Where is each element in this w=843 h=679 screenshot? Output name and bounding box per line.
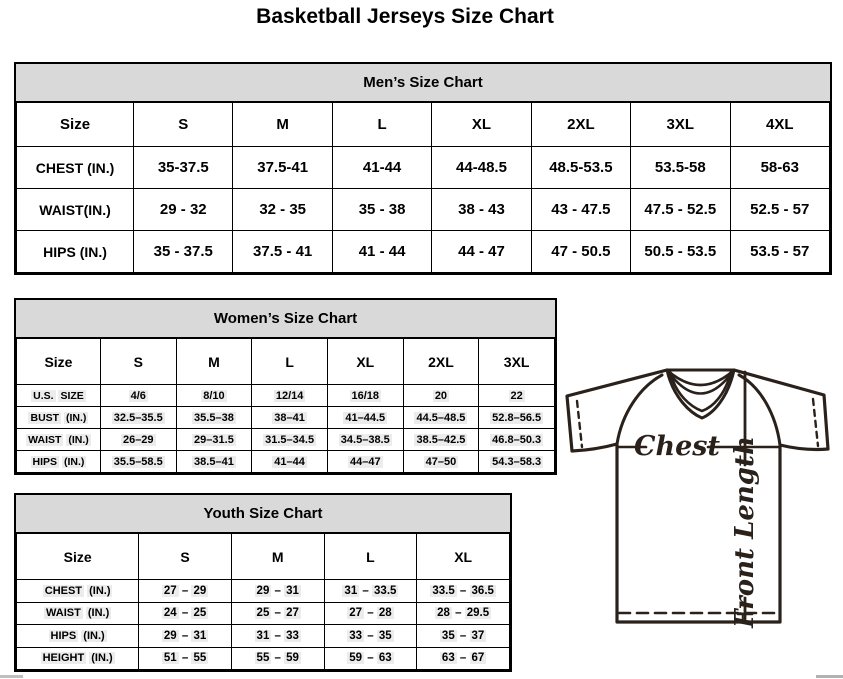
womens-header-row <box>17 339 555 385</box>
womens-row-label <box>17 451 101 473</box>
highlighted-token: 67 <box>471 652 485 665</box>
highlighted-token: 27 <box>286 607 299 620</box>
highlighted-token: 33 <box>286 629 299 642</box>
womens-size-table <box>16 338 555 473</box>
chest-label: Chest <box>634 431 720 462</box>
front-length-label: Front Length <box>730 436 760 628</box>
highlighted-token: 27 <box>163 584 177 597</box>
womens-header-cell: 2XL <box>403 339 479 385</box>
youth-value-cell: 28 – 29.5 <box>417 602 510 625</box>
highlighted-token: 12/14 <box>275 389 304 402</box>
highlighted-token: 46.8–50.3 <box>492 433 542 446</box>
highlighted-token: 37 <box>471 629 485 642</box>
highlighted-token: 4/6 <box>130 389 146 402</box>
womens-value-cell <box>327 451 403 473</box>
womens-value-cell <box>327 385 403 407</box>
highlighted-token: 54.3–58.3 <box>492 455 542 468</box>
womens-value-cell <box>176 407 252 429</box>
womens-value-cell <box>252 451 328 473</box>
highlighted-token: 32.5–35.5 <box>113 411 163 424</box>
highlighted-token: U.S. <box>33 389 54 402</box>
mens-value-cell: 53.5 - 57 <box>730 231 830 273</box>
mens-value-cell: 35-37.5 <box>134 147 233 189</box>
womens-value-cell <box>100 451 176 473</box>
scrollbar-fragment-left[interactable] <box>0 675 23 678</box>
womens-header-cell: Size <box>17 339 101 385</box>
mens-row-label: CHEST (IN.) <box>17 147 134 189</box>
mens-size-table <box>16 102 830 273</box>
highlighted-token: 33.5 <box>432 584 455 597</box>
mens-value-cell: 50.5 - 53.5 <box>631 231 730 273</box>
highlighted-token: 38–41 <box>274 411 305 424</box>
womens-value-cell <box>403 451 479 473</box>
womens-value-cell <box>252 385 328 407</box>
youth-row-label <box>17 602 139 625</box>
mens-value-cell: 44 - 47 <box>432 231 531 273</box>
highlighted-token: 55 <box>256 652 270 665</box>
womens-value-cell <box>479 451 555 473</box>
mens-table-row <box>17 147 830 189</box>
mens-header-cell: 3XL <box>631 103 730 147</box>
womens-row-label <box>17 429 101 451</box>
highlighted-token: 35.5–38 <box>194 411 234 424</box>
mens-value-cell: 35 - 38 <box>332 189 431 231</box>
highlighted-token: 8/10 <box>203 389 225 402</box>
mens-value-cell: 41 - 44 <box>332 231 431 273</box>
youth-value-cell: 29 – 31 <box>231 580 324 603</box>
womens-value-cell <box>479 385 555 407</box>
highlighted-token: SIZE <box>60 389 84 402</box>
mens-table-row <box>17 231 830 273</box>
mens-value-cell: 58-63 <box>730 147 830 189</box>
youth-row-label <box>17 625 139 648</box>
mens-row-label: HIPS (IN.) <box>17 231 134 273</box>
highlighted-token: 22 <box>510 389 523 402</box>
womens-value-cell <box>100 407 176 429</box>
mens-header-cell: 4XL <box>730 103 830 147</box>
highlighted-token: (IN.) <box>87 607 110 620</box>
highlighted-token: 29.5 <box>466 607 490 620</box>
womens-value-cell <box>479 429 555 451</box>
youth-header-cell: XL <box>417 534 510 580</box>
highlighted-token: 27 <box>349 607 363 620</box>
mens-value-cell: 37.5-41 <box>233 147 332 189</box>
youth-value-cell: 51 – 55 <box>139 647 232 670</box>
womens-value-cell <box>176 385 252 407</box>
highlighted-token: 29–31.5 <box>194 433 234 446</box>
mens-value-cell: 53.5-58 <box>631 147 730 189</box>
highlighted-token: 41–44 <box>274 455 305 468</box>
womens-value-cell <box>100 429 176 451</box>
youth-chart-title: Youth Size Chart <box>16 495 510 533</box>
highlighted-token: 35 <box>441 629 455 642</box>
highlighted-token: CHEST <box>44 584 83 597</box>
highlighted-token: 29 <box>256 584 270 597</box>
scrollbar-fragment-right[interactable] <box>816 675 843 678</box>
highlighted-token: 25 <box>256 607 270 620</box>
womens-row-label <box>17 385 101 407</box>
mens-value-cell: 32 - 35 <box>233 189 332 231</box>
youth-header-cell: Size <box>17 534 139 580</box>
highlighted-token: HIPS <box>50 629 77 642</box>
highlighted-token: WAIST <box>28 433 62 446</box>
youth-value-cell: 33.5 – 36.5 <box>417 580 510 603</box>
youth-value-cell: 31 – 33 <box>231 625 324 648</box>
highlighted-token: HIPS <box>32 455 58 468</box>
womens-value-cell <box>176 451 252 473</box>
highlighted-token: 26–29 <box>122 433 154 446</box>
highlighted-token: BUST <box>30 411 60 424</box>
highlighted-token: 36.5 <box>471 584 494 597</box>
highlighted-token: 51 <box>163 652 177 665</box>
highlighted-token: 24 <box>163 607 177 620</box>
highlighted-token: 31 <box>286 584 299 597</box>
youth-header-cell: S <box>139 534 232 580</box>
highlighted-token: 31.5–34.5 <box>265 433 315 446</box>
mens-header-cell: L <box>332 103 431 147</box>
youth-value-cell: 59 – 63 <box>324 647 417 670</box>
highlighted-token: (IN.) <box>89 584 111 597</box>
youth-table-row <box>17 647 510 670</box>
highlighted-token: (IN.) <box>66 411 87 424</box>
mens-row-label: WAIST(IN.) <box>17 189 134 231</box>
youth-value-cell: 24 – 25 <box>139 602 232 625</box>
youth-table-row <box>17 602 510 625</box>
highlighted-token: 28 <box>378 607 392 620</box>
youth-table-row <box>17 625 510 648</box>
highlighted-token: 16/18 <box>351 389 380 402</box>
highlighted-token: WAIST <box>45 607 81 620</box>
womens-value-cell <box>327 429 403 451</box>
youth-size-chart <box>14 493 512 672</box>
womens-table-row <box>17 451 555 473</box>
highlighted-token: (IN.) <box>63 455 85 468</box>
youth-value-cell: 31 – 33.5 <box>324 580 417 603</box>
jersey-collar-icon <box>667 370 734 418</box>
womens-value-cell <box>176 429 252 451</box>
highlighted-token: 63 <box>441 652 455 665</box>
youth-value-cell: 35 – 37 <box>417 625 510 648</box>
mens-header-row <box>17 103 830 147</box>
highlighted-token: 44.5–48.5 <box>416 411 466 424</box>
highlighted-token: 59 <box>286 652 299 665</box>
mens-header-cell: S <box>134 103 233 147</box>
womens-value-cell <box>252 429 328 451</box>
highlighted-token: 25 <box>193 607 207 620</box>
highlighted-token: 47–50 <box>425 455 457 468</box>
mens-header-cell: Size <box>17 103 134 147</box>
youth-row-label <box>17 647 139 670</box>
mens-header-cell: XL <box>432 103 531 147</box>
youth-value-cell: 33 – 35 <box>324 625 417 648</box>
youth-size-table <box>16 533 510 670</box>
womens-row-label <box>17 407 101 429</box>
mens-value-cell: 29 - 32 <box>134 189 233 231</box>
youth-value-cell: 29 – 31 <box>139 625 232 648</box>
highlighted-token: 20 <box>434 389 448 402</box>
highlighted-token: 34.5–38.5 <box>340 433 390 446</box>
highlighted-token: 29 <box>163 629 177 642</box>
highlighted-token: HEIGHT <box>42 652 85 665</box>
highlighted-token: 63 <box>378 652 392 665</box>
highlighted-token: 31 <box>256 629 270 642</box>
womens-chart-title: Women’s Size Chart <box>16 300 555 338</box>
womens-value-cell <box>327 407 403 429</box>
youth-value-cell: 55 – 59 <box>231 647 324 670</box>
youth-header-cell: M <box>231 534 324 580</box>
highlighted-token: 38.5–41 <box>194 455 234 468</box>
womens-value-cell <box>403 429 479 451</box>
mens-value-cell: 43 - 47.5 <box>531 189 630 231</box>
highlighted-token: 31 <box>344 584 358 597</box>
mens-header-cell: 2XL <box>531 103 630 147</box>
womens-size-chart <box>14 298 557 475</box>
mens-header-cell: M <box>233 103 332 147</box>
womens-header-cell: XL <box>327 339 403 385</box>
womens-header-cell: L <box>252 339 328 385</box>
highlighted-token: (IN.) <box>91 652 113 665</box>
highlighted-token: 31 <box>193 629 207 642</box>
womens-header-cell: S <box>100 339 176 385</box>
highlighted-token: 38.5–42.5 <box>416 433 466 446</box>
womens-header-cell: M <box>176 339 252 385</box>
womens-value-cell <box>403 407 479 429</box>
youth-header-cell: L <box>324 534 417 580</box>
womens-header-cell: 3XL <box>479 339 555 385</box>
womens-value-cell <box>100 385 176 407</box>
youth-value-cell: 27 – 28 <box>324 602 417 625</box>
highlighted-token: 35 <box>378 629 392 642</box>
highlighted-token: 28 <box>437 607 450 620</box>
mens-value-cell: 38 - 43 <box>432 189 531 231</box>
youth-table-row <box>17 580 510 603</box>
highlighted-token: 33.5 <box>374 584 397 597</box>
youth-value-cell: 25 – 27 <box>231 602 324 625</box>
highlighted-token: 59 <box>349 652 363 665</box>
page-title: Basketball Jerseys Size Chart <box>256 5 554 28</box>
mens-value-cell: 35 - 37.5 <box>134 231 233 273</box>
womens-value-cell <box>252 407 328 429</box>
highlighted-token: 33 <box>349 629 363 642</box>
womens-value-cell <box>479 407 555 429</box>
womens-table-row <box>17 429 555 451</box>
highlighted-token: 55 <box>193 652 207 665</box>
mens-value-cell: 44-48.5 <box>432 147 531 189</box>
youth-value-cell: 63 – 67 <box>417 647 510 670</box>
womens-value-cell <box>403 385 479 407</box>
mens-table-row <box>17 189 830 231</box>
highlighted-token: 41–44.5 <box>345 411 386 424</box>
highlighted-token: (IN.) <box>68 433 89 446</box>
mens-value-cell: 41-44 <box>332 147 431 189</box>
mens-value-cell: 47 - 50.5 <box>531 231 630 273</box>
youth-value-cell: 27 – 29 <box>139 580 232 603</box>
highlighted-token: 29 <box>193 584 207 597</box>
womens-table-row <box>17 385 555 407</box>
mens-value-cell: 48.5-53.5 <box>531 147 630 189</box>
mens-value-cell: 37.5 - 41 <box>233 231 332 273</box>
mens-value-cell: 52.5 - 57 <box>730 189 830 231</box>
youth-row-label <box>17 580 139 603</box>
highlighted-token: 52.8–56.5 <box>492 411 542 424</box>
mens-size-chart <box>14 62 832 275</box>
mens-chart-title: Men’s Size Chart <box>16 64 830 102</box>
womens-table-row <box>17 407 555 429</box>
youth-header-row <box>17 534 510 580</box>
highlighted-token: (IN.) <box>83 629 105 642</box>
highlighted-token: 44–47 <box>349 455 381 468</box>
mens-value-cell: 47.5 - 52.5 <box>631 189 730 231</box>
jersey-diagram <box>555 355 843 645</box>
highlighted-token: 35.5–58.5 <box>113 455 163 468</box>
